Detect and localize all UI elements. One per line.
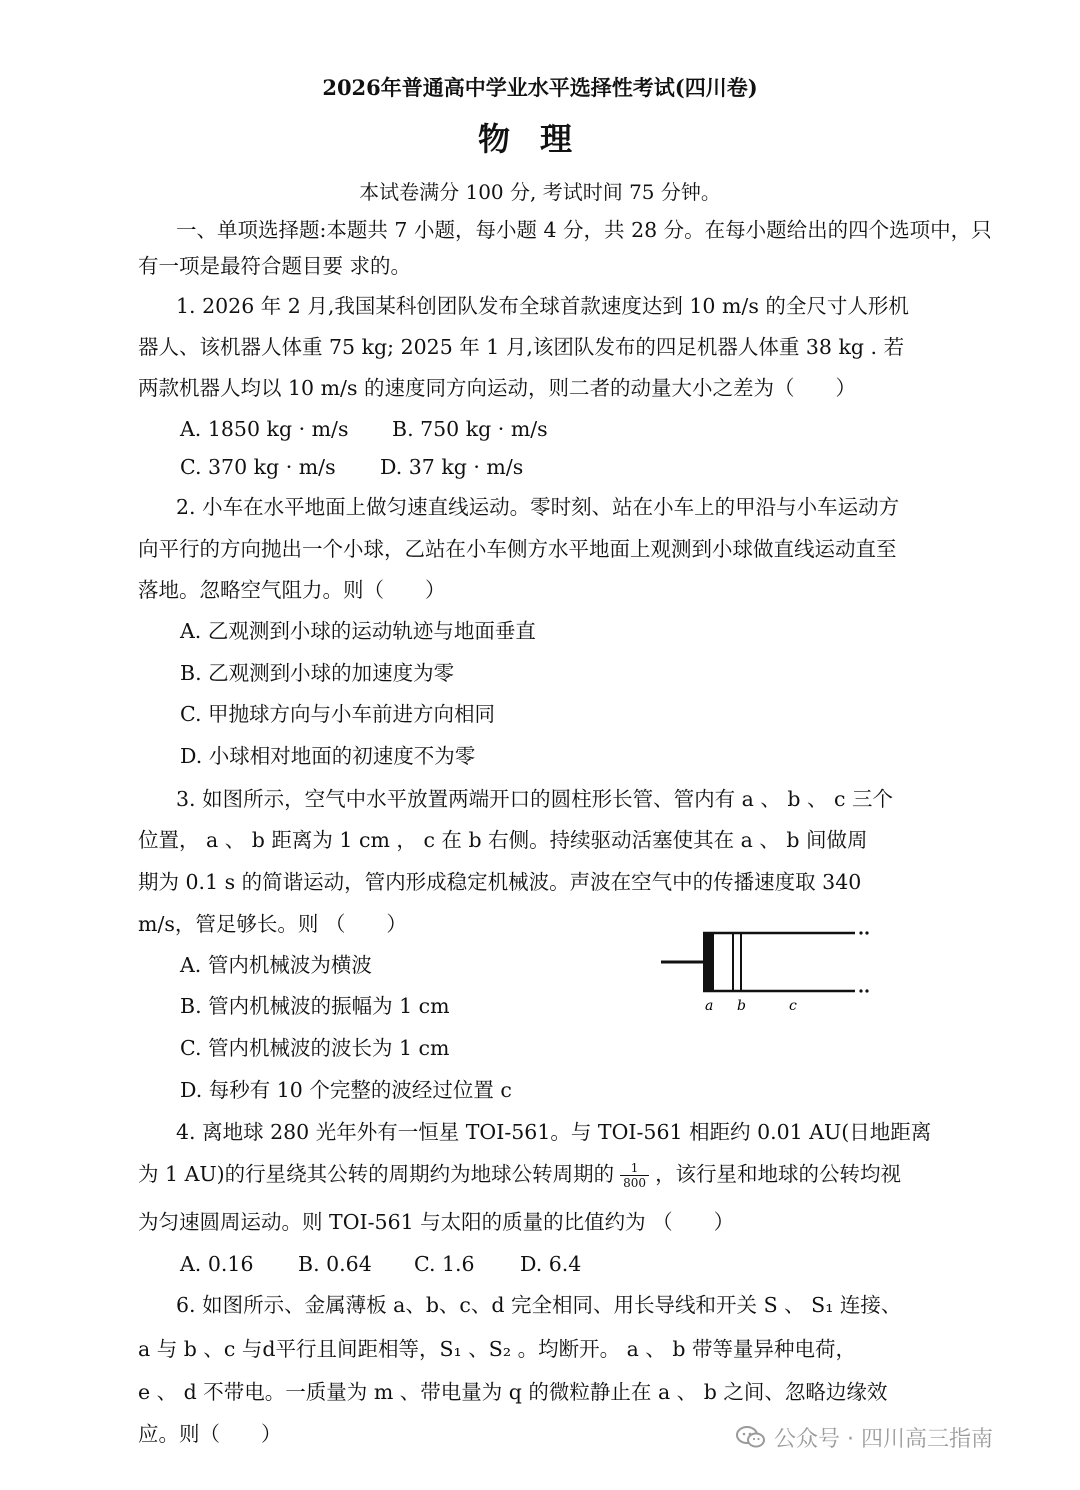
q2-stem-line2: 向平行的方向抛出一个小球，乙站在小车侧方水平地面上观测到小球做直线运动直至 xyxy=(138,537,897,561)
q1-option-b: B. 750 kg · m/s xyxy=(392,417,548,441)
q4-fraction-denominator: 800 xyxy=(623,1176,647,1190)
q6-stem-line4: 应。则（ ） xyxy=(138,1422,282,1446)
q4-option-c: C. 1.6 xyxy=(414,1252,475,1276)
q6-stem-line3: e 、 d 不带电。一质量为 m 、带电量为 q 的微粒静止在 a 、 b 之间、忽略边缘效 xyxy=(138,1380,888,1404)
fig-label-a: a xyxy=(705,998,714,1014)
q2-option-a: A. 乙观测到小球的运动轨迹与地面垂直 xyxy=(180,619,536,643)
q3-option-d: D. 每秒有 10 个完整的波经过位置 c xyxy=(180,1078,512,1102)
q4-stem-line2-pre: 为 1 AU)的行星绕其公转的周期约为地球公转周期的 xyxy=(138,1162,615,1186)
q4-stem-line1: 4. 离地球 280 光年外有一恒星 TOI-561。与 TOI-561 相距约 0.01 AU(日地距离 xyxy=(176,1120,932,1144)
q6-stem-line2: a 与 b 、c 与d平行且间距相等，S₁ 、S₂ 。均断开。 a 、 b 带等量异种电荷， xyxy=(138,1337,856,1361)
tube-bottom-dots xyxy=(859,989,862,992)
q2-option-c: C. 甲抛球方向与小车前进方向相同 xyxy=(180,702,495,726)
q4-fraction xyxy=(620,1161,649,1190)
q3-option-c: C. 管内机械波的波长为 1 cm xyxy=(180,1036,450,1060)
q1-stem-line2: 器人、该机器人体重 75 kg; 2025 年 1 月,该团队发布的四足机器人体重 38 kg . 若 xyxy=(138,335,905,359)
q3-stem-line2: 位置， a 、 b 距离为 1 cm ， c 在 b 右侧。持续驱动活塞使其在 a 、 b 间做周 xyxy=(138,828,868,852)
q3-stem-line3: 期为 0.1 s 的简谐运动，管内形成稳定机械波。声波在空气中的传播速度取 340 xyxy=(138,870,862,894)
q1-stem-line1: 1. 2026 年 2 月,我国某科创团队发布全球首款速度达到 10 m/s 的全尺寸人形机 xyxy=(176,294,909,318)
section-instructions-line1: 一、单项选择题:本题共 7 小题，每小题 4 分，共 28 分。在每小题给出的四个选项中，只 xyxy=(176,218,992,242)
exam-meta: 本试卷满分 100 分, 考试时间 75 分钟。 xyxy=(359,180,721,204)
q3-option-a: A. 管内机械波为横波 xyxy=(180,953,372,977)
subject-title: 物理 xyxy=(477,120,602,158)
tube-piston-figure xyxy=(655,920,885,1020)
q6-stem-line1: 6. 如图所示、金属薄板 a、b、c、d 完全相同、用长导线和开关 S 、 S₁ 连接、 xyxy=(176,1293,902,1317)
q1-option-a: A. 1850 kg · m/s xyxy=(180,417,349,441)
q1-option-c: C. 370 kg · m/s xyxy=(180,455,336,479)
tube-top-dots xyxy=(859,931,862,934)
wechat-icon xyxy=(736,1425,766,1449)
q4-option-d: D. 6.4 xyxy=(520,1252,582,1276)
q2-option-b: B. 乙观测到小球的加速度为零 xyxy=(180,661,455,685)
piston-head xyxy=(703,932,713,992)
q1-stem-line3: 两款机器人均以 10 m/s 的速度同方向运动，则二者的动量大小之差为（ ） xyxy=(138,376,856,400)
q3-option-b: B. 管内机械波的振幅为 1 cm xyxy=(180,994,450,1018)
q3-stem-line1: 3. 如图所示，空气中水平放置两端开口的圆柱形长管、管内有 a 、 b 、 c 三个 xyxy=(176,787,893,811)
fig-label-c: c xyxy=(789,998,797,1014)
exam-title: 2026年普通高中学业水平选择性考试(四川卷) xyxy=(322,75,758,100)
watermark xyxy=(736,1420,993,1454)
q4-stem-line2-post: ，该行星和地球的公转均视 xyxy=(655,1162,902,1186)
q2-stem-line3: 落地。忽略空气阻力。则（ ） xyxy=(138,578,446,602)
q1-option-d: D. 37 kg · m/s xyxy=(380,455,524,479)
q4-stem-line3: 为匀速圆周运动。则 TOI-561 与太阳的质量的比值约为 （ ） xyxy=(138,1210,735,1234)
fig-label-b: b xyxy=(737,998,746,1014)
q2-stem-line1: 2. 小车在水平地面上做匀速直线运动。零时刻、站在小车上的甲沿与小车运动方 xyxy=(176,495,900,519)
watermark-text: 公众号 · 四川高三指南 xyxy=(774,1426,993,1452)
section-instructions-line2: 有一项是最符合题目要 求的。 xyxy=(138,254,412,278)
q4-stem-line2 xyxy=(138,1160,901,1190)
q4-option-b: B. 0.64 xyxy=(298,1252,372,1276)
q2-option-d: D. 小球相对地面的初速度不为零 xyxy=(180,744,476,768)
q4-option-a: A. 0.16 xyxy=(180,1252,254,1276)
q4-fraction-numerator: 1 xyxy=(620,1161,649,1176)
q3-stem-line4: m/s，管足够长。则 （ ） xyxy=(138,912,407,936)
